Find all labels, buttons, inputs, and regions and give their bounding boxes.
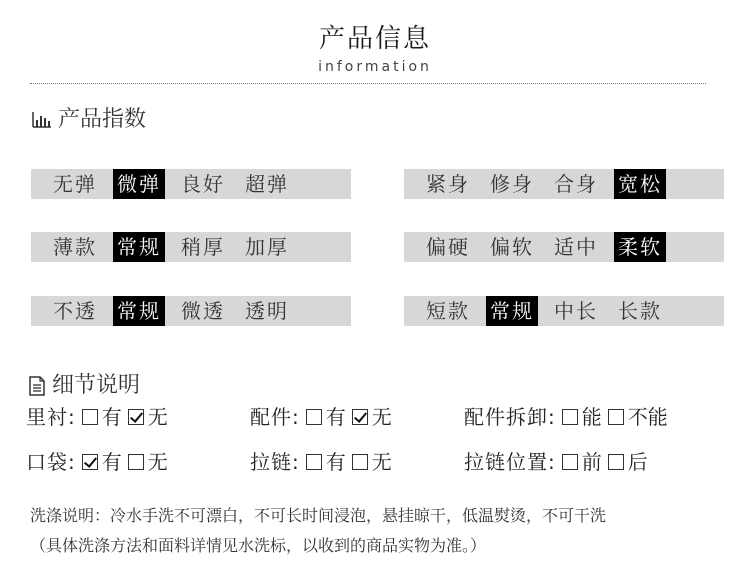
product-index-title: 产品指数 xyxy=(58,107,147,132)
detail-label: 配件: xyxy=(250,405,300,429)
index-option-selected: 常规 xyxy=(113,296,165,326)
index-option: 加厚 xyxy=(245,235,289,259)
index-bar xyxy=(404,169,724,199)
detail-group xyxy=(464,404,668,430)
checkbox-checked-icon[interactable] xyxy=(82,454,98,470)
index-option: 良好 xyxy=(181,172,225,196)
index-option: 超弹 xyxy=(245,172,289,196)
index-option: 中长 xyxy=(554,299,598,323)
detail-option[interactable] xyxy=(562,404,602,430)
option-text: 无 xyxy=(371,450,392,474)
detail-group xyxy=(26,449,168,475)
detail-title: 细节说明 xyxy=(52,373,141,398)
product-index-heading xyxy=(32,106,146,134)
detail-group xyxy=(464,449,648,475)
index-bar xyxy=(404,296,724,326)
index-option: 短款 xyxy=(426,299,470,323)
option-text: 不能 xyxy=(627,405,668,429)
index-option: 长款 xyxy=(618,299,662,323)
detail-group xyxy=(250,404,392,430)
page-subtitle: information xyxy=(318,59,432,75)
detail-option[interactable] xyxy=(306,404,346,430)
detail-option[interactable] xyxy=(352,449,392,475)
index-option: 无弹 xyxy=(53,172,97,196)
wash-note: 洗涤说明：冷水手洗不可漂白，不可长时间浸泡，悬挂晾干，低温熨烫，不可干洗 xyxy=(30,506,607,525)
option-text: 后 xyxy=(627,450,648,474)
option-text: 有 xyxy=(325,450,346,474)
detail-option[interactable] xyxy=(608,404,668,430)
detail-label: 里衬: xyxy=(26,405,76,429)
checkbox-icon[interactable] xyxy=(352,454,368,470)
document-icon xyxy=(28,376,46,396)
index-option: 偏软 xyxy=(490,235,534,259)
checkbox-checked-icon[interactable] xyxy=(352,409,368,425)
page-title: 产品信息 xyxy=(318,24,431,54)
index-option-selected: 宽松 xyxy=(614,169,666,199)
index-option: 微透 xyxy=(181,299,225,323)
detail-label: 配件拆卸: xyxy=(464,405,556,429)
checkbox-checked-icon[interactable] xyxy=(128,409,144,425)
index-bar xyxy=(31,296,351,326)
detail-option[interactable] xyxy=(128,404,168,430)
index-bar xyxy=(31,232,351,262)
detail-heading xyxy=(28,372,140,400)
index-option: 适中 xyxy=(554,235,598,259)
index-bar xyxy=(404,232,724,262)
index-option-selected: 柔软 xyxy=(614,232,666,262)
option-text: 有 xyxy=(101,405,122,429)
checkbox-icon[interactable] xyxy=(608,409,624,425)
index-option: 紧身 xyxy=(426,172,470,196)
detail-option[interactable] xyxy=(608,449,648,475)
option-text: 有 xyxy=(325,405,346,429)
option-text: 无 xyxy=(371,405,392,429)
index-option: 修身 xyxy=(490,172,534,196)
checkbox-icon[interactable] xyxy=(82,409,98,425)
option-text: 能 xyxy=(581,405,602,429)
checkbox-icon[interactable] xyxy=(306,454,322,470)
index-option: 不透 xyxy=(53,299,97,323)
wash-note-sub: （具体洗涤方法和面料详情见水洗标，以收到的商品实物为准。） xyxy=(30,536,487,555)
detail-label: 拉链: xyxy=(250,450,300,474)
index-option-selected: 常规 xyxy=(113,232,165,262)
checkbox-icon[interactable] xyxy=(562,454,578,470)
detail-group xyxy=(250,449,392,475)
detail-option[interactable] xyxy=(82,404,122,430)
title-divider xyxy=(30,83,706,84)
detail-option[interactable] xyxy=(352,404,392,430)
detail-option[interactable] xyxy=(562,449,602,475)
detail-option[interactable] xyxy=(82,449,122,475)
checkbox-icon[interactable] xyxy=(608,454,624,470)
detail-option[interactable] xyxy=(128,449,168,475)
checkbox-icon[interactable] xyxy=(306,409,322,425)
detail-option[interactable] xyxy=(306,449,346,475)
detail-label: 口袋: xyxy=(26,450,76,474)
checkbox-icon[interactable] xyxy=(128,454,144,470)
bar-chart-icon xyxy=(32,111,52,129)
index-bar xyxy=(31,169,351,199)
index-option: 合身 xyxy=(554,172,598,196)
checkbox-icon[interactable] xyxy=(562,409,578,425)
index-option: 薄款 xyxy=(53,235,97,259)
index-option: 偏硬 xyxy=(426,235,470,259)
option-text: 有 xyxy=(101,450,122,474)
detail-group xyxy=(26,404,168,430)
index-option: 透明 xyxy=(245,299,289,323)
index-option: 稍厚 xyxy=(181,235,225,259)
option-text: 前 xyxy=(581,450,602,474)
option-text: 无 xyxy=(147,450,168,474)
detail-label: 拉链位置: xyxy=(464,450,556,474)
option-text: 无 xyxy=(147,405,168,429)
index-option-selected: 微弹 xyxy=(113,169,165,199)
index-option-selected: 常规 xyxy=(486,296,538,326)
